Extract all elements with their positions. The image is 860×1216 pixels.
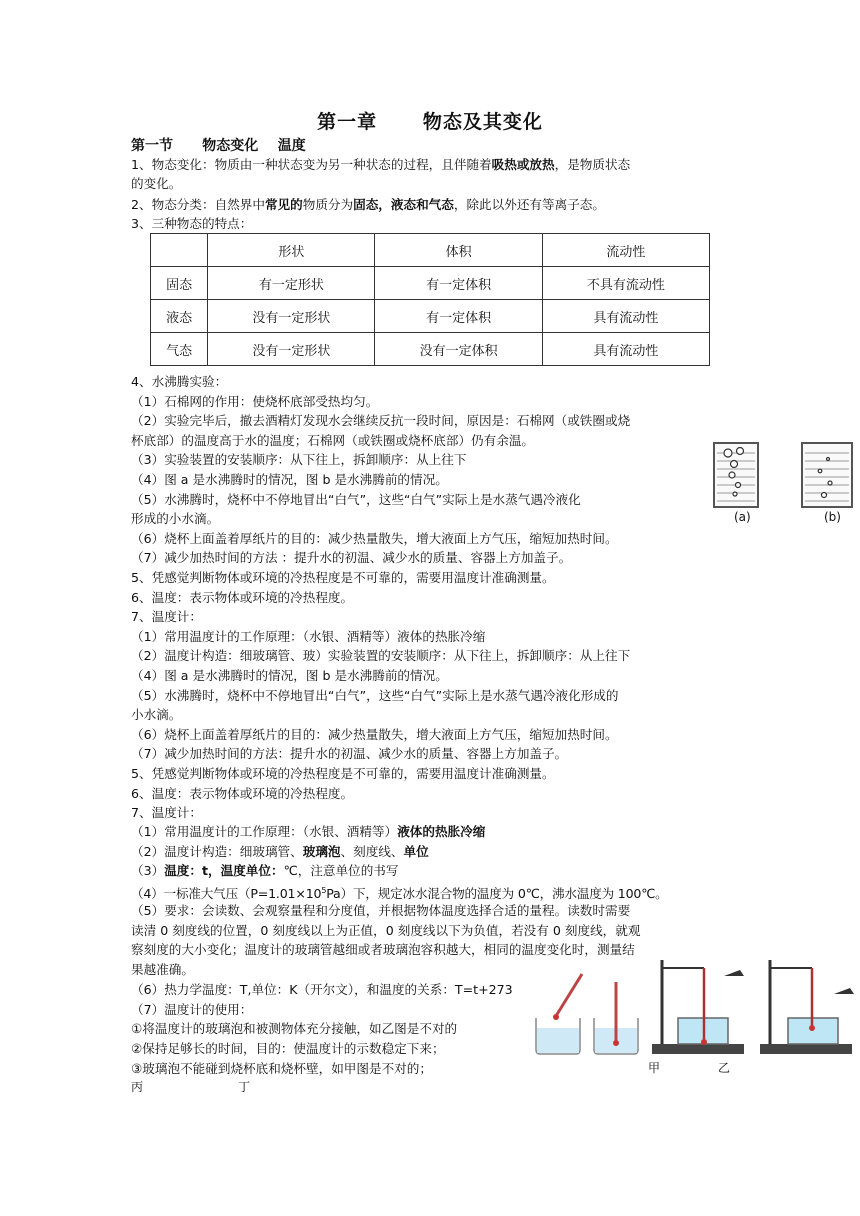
table-cell: 有一定体积 — [375, 300, 542, 333]
beaker-b-figure — [802, 443, 852, 507]
paragraph-line: 小水滴。 — [131, 707, 182, 723]
beaker-a-figure — [714, 443, 758, 507]
stand-yi-figure — [760, 960, 854, 1054]
figure-label-ding: 丁 — [238, 1080, 251, 1094]
figure-label-b: (b) — [824, 510, 841, 524]
paragraph-line: 2、物态分类：自然界中常见的物质分为固态，液态和气态，除此以外还有等离子态。 — [131, 197, 605, 212]
figure-label-bing: 丙 — [131, 1080, 144, 1094]
paragraph-line: 7、温度计： — [131, 805, 202, 821]
paragraph-line: （2）温度计构造：细玻璃管、玻）实验装置的安装顺序：从下往上，拆卸顺序：从上往下 — [131, 648, 631, 664]
paragraph-line: （3）实验装置的安装顺序：从下往上，拆卸顺序：从上往下 — [131, 452, 467, 468]
paragraph-line: 杯底部）的温度高于水的温度；石棉网（或铁圈或烧杯底部）仍有余温。 — [131, 432, 534, 448]
table-cell: 没有一定体积 — [375, 333, 542, 366]
table-cell: 体积 — [375, 234, 542, 267]
paragraph-line: （6）烧杯上面盖着厚纸片的目的：减少热量散失，增大液面上方气压，缩短加热时间。 — [131, 726, 618, 742]
table-row — [151, 333, 710, 366]
paragraph-line: 察刻度的大小变化；温度计的玻璃管越细或者玻璃泡容积越大，相同的温度变化时，测量结 — [131, 942, 635, 958]
paragraph-line: （7）减少加热时间的方法：提升水的初温、减少水的质量、容器上方加盖子。 — [131, 746, 568, 762]
paragraph-line: （2）实验完毕后，撤去酒精灯发现水会继续反抗一段时间，原因是：石棉网（或铁圈或烧 — [131, 413, 631, 429]
table-header-row — [151, 234, 710, 267]
table-row — [151, 300, 710, 333]
figure-label-a: (a) — [734, 510, 751, 524]
paragraph-line: （6）热力学温度：T,单位：K（开尔文），和温度的关系：T=t+273 — [131, 981, 513, 997]
paragraph-line: （5）水沸腾时，烧杯中不停地冒出“白气”，这些“白气”实际上是水蒸气遇冷液化 — [131, 491, 581, 507]
table-cell: 流动性 — [542, 234, 709, 267]
paragraph-line: 6、温度：表示物体或环境的冷热程度。 — [131, 589, 354, 605]
table-cell: 有一定体积 — [375, 267, 542, 300]
thermometer-figures — [528, 958, 858, 1058]
table-cell: 没有一定形状 — [208, 300, 375, 333]
paragraph-line: 的变化。 — [131, 176, 182, 191]
table-cell: 液态 — [151, 300, 208, 333]
paragraph-line: （7）减少加热时间的方法 ：提升水的初温、减少水的质量、容器上方加盖子。 — [131, 550, 572, 566]
paragraph-line: （3）温度：t，温度单位：℃，注意单位的书写 — [131, 863, 399, 878]
paragraph-line: （6）烧杯上面盖着厚纸片的目的：减少热量散失，增大液面上方气压，缩短加热时间。 — [131, 530, 618, 546]
paragraph-line: ①将温度计的玻璃泡和被测物体充分接触，如乙图是不对的 — [131, 1021, 458, 1037]
paragraph-line: （2）温度计构造：细玻璃管、玻璃泡、刻度线、单位 — [131, 844, 429, 859]
paragraph-line: 4、水沸腾实验： — [131, 374, 228, 389]
paragraph-line: ②保持足够长的时间，目的：使温度计的示数稳定下来； — [131, 1040, 445, 1056]
paragraph-line: （1）常用温度计的工作原理：（水银、酒精等）液体的热胀冷缩 — [131, 628, 486, 644]
states-table — [150, 233, 710, 366]
table-cell: 固态 — [151, 267, 208, 300]
figure-label-jia: 甲 — [648, 1061, 661, 1075]
paragraph-line: 读清 0 刻度线的位置，0 刻度线以上为正值，0 刻度线以下为负值，若没有 0 刻度线，就观 — [131, 922, 641, 938]
table-cell: 不具有流动性 — [542, 267, 709, 300]
paragraph-line: （5）水沸腾时，烧杯中不停地冒出“白气”，这些“白气”实际上是水蒸气遇冷液化形成的 — [131, 687, 619, 703]
paragraph-line: 5、凭感觉判断物体或环境的冷热程度是不可靠的，需要用温度计准确测量。 — [131, 766, 555, 781]
paragraph-line: （4）图 a 是水沸腾时的情况，图 b 是水沸腾前的情况。 — [131, 668, 448, 683]
paragraph-line: 形成的小水滴。 — [131, 511, 220, 527]
paragraph-line: （4）图 a 是水沸腾时的情况，图 b 是水沸腾前的情况。 — [131, 472, 448, 487]
section-title: 第一节 物态变化 温度 — [131, 138, 306, 154]
table-cell: 具有流动性 — [542, 333, 709, 366]
paragraph-line: ③玻璃泡不能碰到烧杯底和烧杯壁，如甲图是不对的； — [131, 1060, 432, 1076]
paragraph-line: （5）要求：会读数、会观察量程和分度值，并根据物体温度选择合适的量程。读数时需要 — [131, 903, 631, 918]
table-cell: 形状 — [208, 234, 375, 267]
table-cell — [151, 234, 208, 267]
paragraph-line: （1）常用温度计的工作原理：（水银、酒精等）液体的热胀冷缩 — [131, 824, 486, 839]
beaker-thermometer-outside-figure — [536, 974, 582, 1054]
paragraph-line: 3、三种物态的特点： — [131, 216, 253, 231]
table-row — [151, 267, 710, 300]
table-cell: 有一定形状 — [208, 267, 375, 300]
paragraph-line: （1）石棉网的作用：使烧杯底部受热均匀。 — [131, 393, 379, 409]
paragraph-line: 7、温度计： — [131, 609, 202, 625]
stand-jia-figure — [652, 960, 744, 1054]
beaker-thermometer-inside-figure — [594, 982, 638, 1054]
paragraph-line: 1、物态变化：物质由一种状态变为另一种状态的过程，且伴随着吸热或放热，是物质状态 — [131, 157, 631, 172]
paragraph-line: 果越准确。 — [131, 962, 194, 978]
table-cell: 气态 — [151, 333, 208, 366]
chapter-title: 第一章 物态及其变化 — [317, 111, 543, 133]
paragraph-line: （7）温度计的使用： — [131, 1001, 253, 1017]
paragraph-line: 6、温度：表示物体或环境的冷热程度。 — [131, 785, 354, 801]
table-cell: 具有流动性 — [542, 300, 709, 333]
table-cell: 没有一定形状 — [208, 333, 375, 366]
paragraph-line: （4）一标准大气压$(P=1.01\times 10^5Pa)$下，规定冰水混合物的温度为 0℃，沸水温度为 100℃。 — [131, 886, 668, 902]
figure-label-yi: 乙 — [718, 1061, 731, 1075]
paragraph-line: 5、凭感觉判断物体或环境的冷热程度是不可靠的，需要用温度计准确测量。 — [131, 570, 555, 585]
